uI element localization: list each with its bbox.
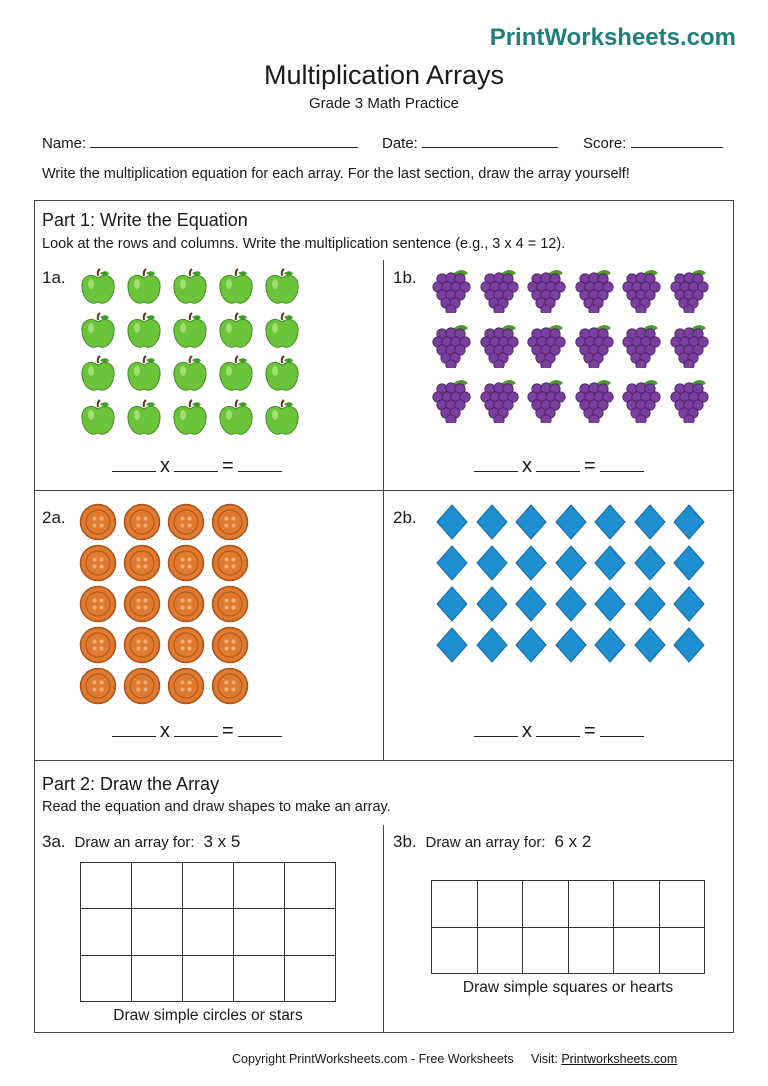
equals-sign: = (584, 720, 596, 742)
grid-cell[interactable] (132, 863, 183, 909)
button-icon (79, 667, 117, 710)
equals-sign: = (222, 720, 234, 742)
score-label: Score: (583, 135, 627, 152)
apple-icon (80, 355, 116, 398)
apple-icon (126, 355, 162, 398)
diamond-icon (634, 627, 666, 668)
diamond-icon (515, 627, 547, 668)
grapes-icon (432, 267, 472, 318)
footer (232, 1052, 677, 1066)
diamond-icon (476, 545, 508, 586)
apple-icon (80, 399, 116, 442)
equals-sign: = (222, 455, 234, 477)
apple-icon (172, 399, 208, 442)
part2-description: Read the equation and draw shapes to make an array. (42, 799, 391, 815)
diamond-icon (555, 586, 587, 627)
diamond-icon (634, 586, 666, 627)
grid-cell[interactable] (568, 881, 614, 928)
problem-3b-header: 3b. Draw an array for: 6 x 2 (393, 832, 592, 851)
equation-blanks[interactable] (108, 455, 286, 478)
button-icon (211, 626, 249, 669)
apple-icon (126, 399, 162, 442)
diamond-icon (555, 545, 587, 586)
diamond-icon (594, 627, 626, 668)
apple-icon (172, 355, 208, 398)
diamond-icon (594, 545, 626, 586)
button-icon (123, 544, 161, 587)
grapes-icon (432, 377, 472, 428)
button-icon (211, 503, 249, 546)
grid-cell[interactable] (614, 927, 660, 974)
apple-icon (172, 268, 208, 311)
apple-icon (172, 312, 208, 355)
grapes-icon (480, 377, 520, 428)
grid-cell[interactable] (234, 955, 285, 1001)
grid-cell[interactable] (568, 927, 614, 974)
button-icon (123, 667, 161, 710)
diamond-icon (436, 627, 468, 668)
apple-icon (218, 268, 254, 311)
grid-cell[interactable] (659, 927, 705, 974)
button-icon (167, 585, 205, 628)
grapes-icon (670, 322, 710, 373)
button-icon (211, 585, 249, 628)
expression: 3 x 5 (203, 832, 241, 851)
apple-icon (218, 312, 254, 355)
grid-cell[interactable] (659, 881, 705, 928)
caption-3a: Draw simple circles or stars (113, 1007, 303, 1024)
apple-icon (264, 268, 300, 311)
grapes-icon (432, 322, 472, 373)
grid-cell[interactable] (285, 863, 336, 909)
apple-icon (126, 268, 162, 311)
grid-cell[interactable] (183, 955, 234, 1001)
diamond-icon (594, 586, 626, 627)
times-sign: x (522, 455, 532, 477)
equation-blanks[interactable] (108, 720, 286, 743)
times-sign: x (160, 455, 170, 477)
button-icon (211, 667, 249, 710)
grid-cell[interactable] (183, 863, 234, 909)
diamond-icon (673, 627, 705, 668)
instructions: Write the multiplication equation for each array. For the last section, draw the array yourself! (42, 166, 630, 182)
button-icon (167, 544, 205, 587)
button-icon (211, 544, 249, 587)
grapes-icon (670, 377, 710, 428)
apple-icon (80, 312, 116, 355)
drawing-grid-3b[interactable] (431, 880, 705, 974)
grid-cell[interactable] (523, 927, 569, 974)
diamond-icon (476, 504, 508, 545)
diamond-icon (673, 504, 705, 545)
apple-icon (218, 355, 254, 398)
problem-label: 2b. (393, 508, 417, 527)
grapes-icon (575, 322, 615, 373)
grid-cell[interactable] (285, 955, 336, 1001)
grapes-icon (527, 322, 567, 373)
diamond-icon (673, 586, 705, 627)
grid-cell[interactable] (132, 909, 183, 955)
apple-icon (264, 312, 300, 355)
button-icon (167, 667, 205, 710)
website-link[interactable]: Printworksheets.com (561, 1052, 678, 1066)
apple-icon (264, 399, 300, 442)
grapes-icon (575, 267, 615, 318)
button-icon (79, 544, 117, 587)
diamond-icon (515, 586, 547, 627)
page-subtitle: Grade 3 Math Practice (308, 95, 460, 112)
name-field[interactable] (42, 133, 358, 152)
caption-3b: Draw simple squares or hearts (462, 979, 674, 996)
date-label: Date: (382, 135, 418, 152)
score-field[interactable] (583, 133, 723, 152)
grid-cell[interactable] (81, 863, 132, 909)
grid-cell[interactable] (523, 881, 569, 928)
diamond-icon (634, 545, 666, 586)
grid-cell[interactable] (477, 927, 523, 974)
name-label: Name: (42, 135, 87, 152)
grid-cell[interactable] (614, 881, 660, 928)
grapes-icon (622, 377, 662, 428)
grapes-icon (480, 267, 520, 318)
grid-cell[interactable] (234, 909, 285, 955)
button-icon (79, 503, 117, 546)
visit-label: Visit: (530, 1052, 558, 1066)
button-icon (167, 626, 205, 669)
diamond-icon (515, 545, 547, 586)
grid-cell[interactable] (81, 909, 132, 955)
grapes-icon (480, 322, 520, 373)
diamond-icon (436, 586, 468, 627)
grid-cell[interactable] (234, 863, 285, 909)
date-field[interactable] (382, 133, 558, 152)
grid-cell[interactable] (132, 955, 183, 1001)
brand-logo: PrintWorksheets.com (489, 24, 736, 51)
grid-cell[interactable] (183, 909, 234, 955)
times-sign: x (160, 720, 170, 742)
diamond-icon (555, 504, 587, 545)
diamond-icon (476, 586, 508, 627)
diamond-icon (594, 504, 626, 545)
grid-cell[interactable] (432, 927, 478, 974)
grapes-icon (670, 267, 710, 318)
expression: 6 x 2 (554, 832, 592, 851)
diamond-icon (436, 504, 468, 545)
equation-blanks[interactable] (470, 720, 648, 743)
grapes-icon (527, 267, 567, 318)
problem-label: 1b. (393, 268, 417, 287)
button-icon (123, 503, 161, 546)
part1-description: Look at the rows and columns. Write the multiplication sentence (e.g., 3 x 4 = 12). (42, 236, 566, 252)
grapes-icon (527, 377, 567, 428)
diamond-icon (476, 627, 508, 668)
drawing-grid-3a[interactable] (80, 862, 336, 1002)
grid-cell[interactable] (477, 881, 523, 928)
grid-cell[interactable] (285, 909, 336, 955)
equals-sign: = (584, 455, 596, 477)
apple-icon (126, 312, 162, 355)
problem-label: 1a. (42, 268, 66, 287)
button-icon (79, 585, 117, 628)
diamond-icon (673, 545, 705, 586)
grapes-icon (575, 377, 615, 428)
page-title: Multiplication Arrays (263, 60, 505, 90)
problem-3a-header: 3a. Draw an array for: 3 x 5 (42, 832, 241, 851)
times-sign: x (522, 720, 532, 742)
apple-icon (218, 399, 254, 442)
button-icon (123, 626, 161, 669)
part2-heading: Part 2: Draw the Array (42, 774, 220, 794)
button-icon (123, 585, 161, 628)
button-icon (167, 503, 205, 546)
grapes-icon (622, 322, 662, 373)
grid-cell[interactable] (432, 881, 478, 928)
button-icon (79, 626, 117, 669)
diamond-icon (515, 504, 547, 545)
diamond-icon (555, 627, 587, 668)
equation-blanks[interactable] (470, 455, 648, 478)
grid-cell[interactable] (81, 955, 132, 1001)
diamond-icon (436, 545, 468, 586)
apple-icon (264, 355, 300, 398)
grapes-icon (622, 267, 662, 318)
problem-label: 2a. (42, 508, 66, 527)
copyright-text: Copyright PrintWorksheets.com - Free Worksheets (232, 1052, 514, 1066)
diamond-icon (634, 504, 666, 545)
apple-icon (80, 268, 116, 311)
part1-heading: Part 1: Write the Equation (42, 210, 248, 230)
